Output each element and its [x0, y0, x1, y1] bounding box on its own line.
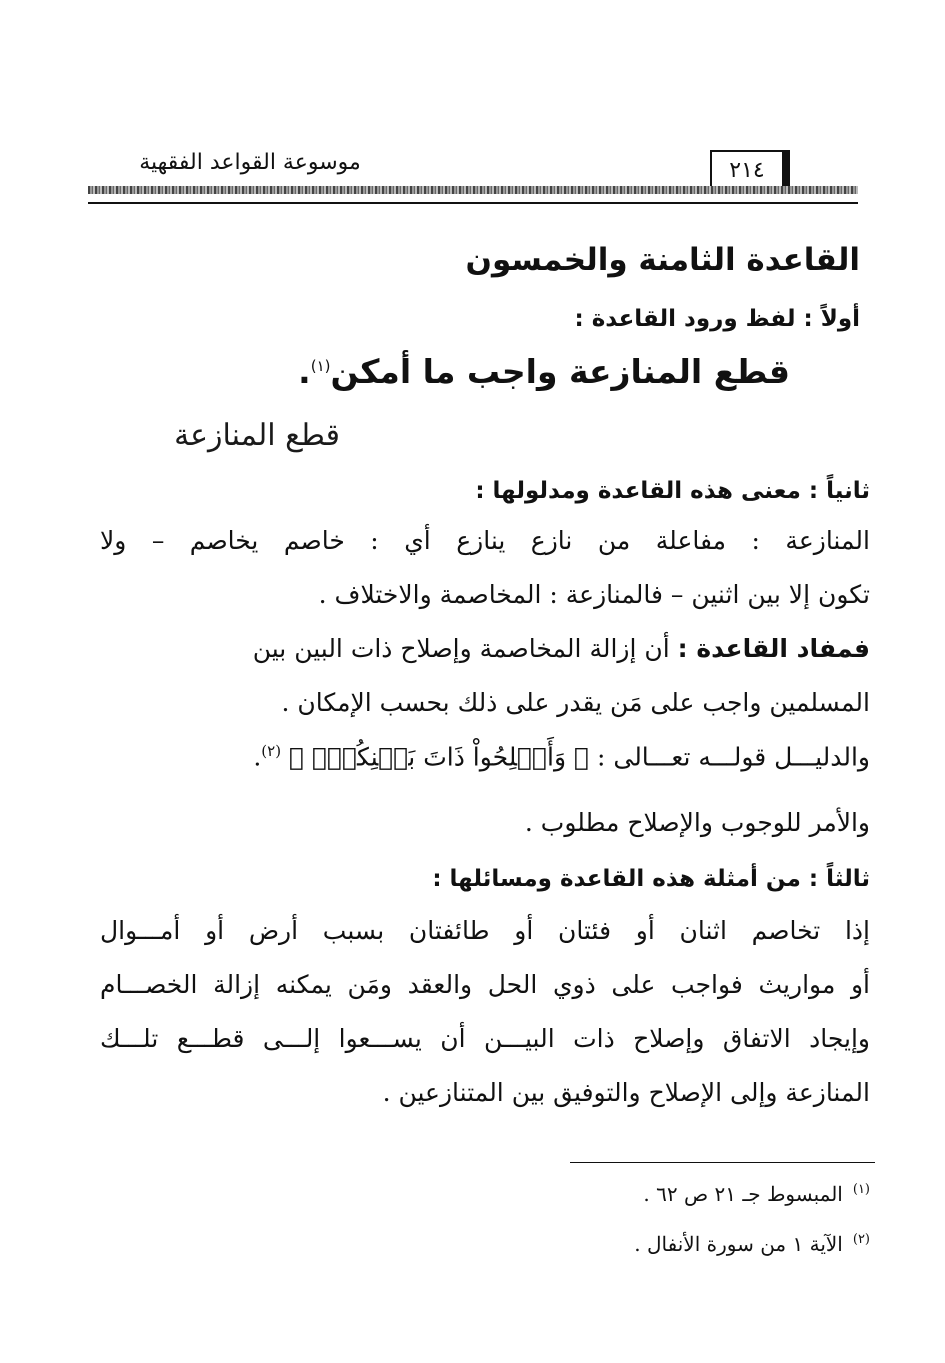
- example-line-3: وإيجاد الاتفاق وإصلاح ذات البيـــن أن يســـعوا إلـــى قطـــع تلـــك: [100, 1024, 870, 1053]
- example-line-1: إذا تخاصم اثنان أو فئتان أو طائفتان بسبب أرض أو أمـــوال: [100, 916, 870, 945]
- example-line-4: المنازعة وإلى الإصلاح والتوفيق بين المتنازعين .: [382, 1078, 870, 1107]
- second-heading: ثانياً : معنى هذه القاعدة ومدلولها :: [475, 478, 870, 504]
- meaning-text: أن إزالة المخاصمة وإصلاح ذات البين بين: [252, 634, 670, 663]
- evidence-footnote-ref: (٢): [261, 742, 282, 760]
- third-heading: ثالثاً : من أمثلة هذه القاعدة ومسائلها :: [432, 866, 870, 892]
- meaning-line-2: المسلمين واجب على مَن يقدر على ذلك بحسب الإمكان .: [281, 688, 870, 717]
- definition-line-1: المنازعة : مفاعلة من نازع ينازع أي : خاصم يخاصم – ولا: [100, 526, 870, 555]
- footnote-separator: [570, 1162, 875, 1163]
- meaning-lead: فمفاد القاعدة :: [677, 634, 870, 663]
- meaning-line-1: [253, 634, 870, 663]
- footnote-1-number: (١): [852, 1182, 870, 1198]
- definition-line-2: تكون إلا بين اثنين – فالمنازعة : المخاصمة والاختلاف .: [318, 580, 870, 609]
- footnote-2-text: الآية ١ من سورة الأنفال .: [634, 1232, 843, 1256]
- evidence-end: .: [253, 742, 262, 772]
- evidence-verse: ﴿ وَأَصۡلِحُواْ ذَاتَ بَيۡنِكُمۡۖ ﴾: [289, 742, 590, 772]
- rule-text: قطع المنازعة واجب ما أمكن: [330, 352, 790, 391]
- header-decorative-band: [88, 186, 858, 194]
- example-line-2: أو مواريث فواجب على ذوي الحل والعقد ومَن يمكنه إزالة الخصـــام: [100, 970, 870, 999]
- footnote-1: [643, 1182, 870, 1206]
- page-number: ٢١٤: [710, 150, 790, 188]
- evidence-line: [253, 742, 870, 771]
- rule-footnote-ref: (١): [310, 357, 331, 375]
- rule-end: .: [298, 352, 311, 391]
- footnote-2-number: (٢): [852, 1232, 870, 1248]
- footnote-1-text: المبسوط جـ ٢١ ص ٦٢ .: [643, 1182, 843, 1206]
- handwritten-note: قطع المنازعة: [174, 418, 340, 453]
- rule-title: القاعدة الثامنة والخمسون: [465, 242, 860, 278]
- header-book-title: موسوعة القواعد الفقهية: [139, 150, 361, 175]
- rule-statement: [298, 352, 790, 391]
- header-rule: [88, 202, 858, 204]
- command-line: والأمر للوجوب والإصلاح مطلوب .: [524, 808, 870, 837]
- footnote-2: [634, 1232, 870, 1256]
- first-heading: أولاً : لفظ ورود القاعدة :: [574, 306, 860, 332]
- evidence-text: والدليـــل قولـــه تعـــالى :: [596, 742, 870, 772]
